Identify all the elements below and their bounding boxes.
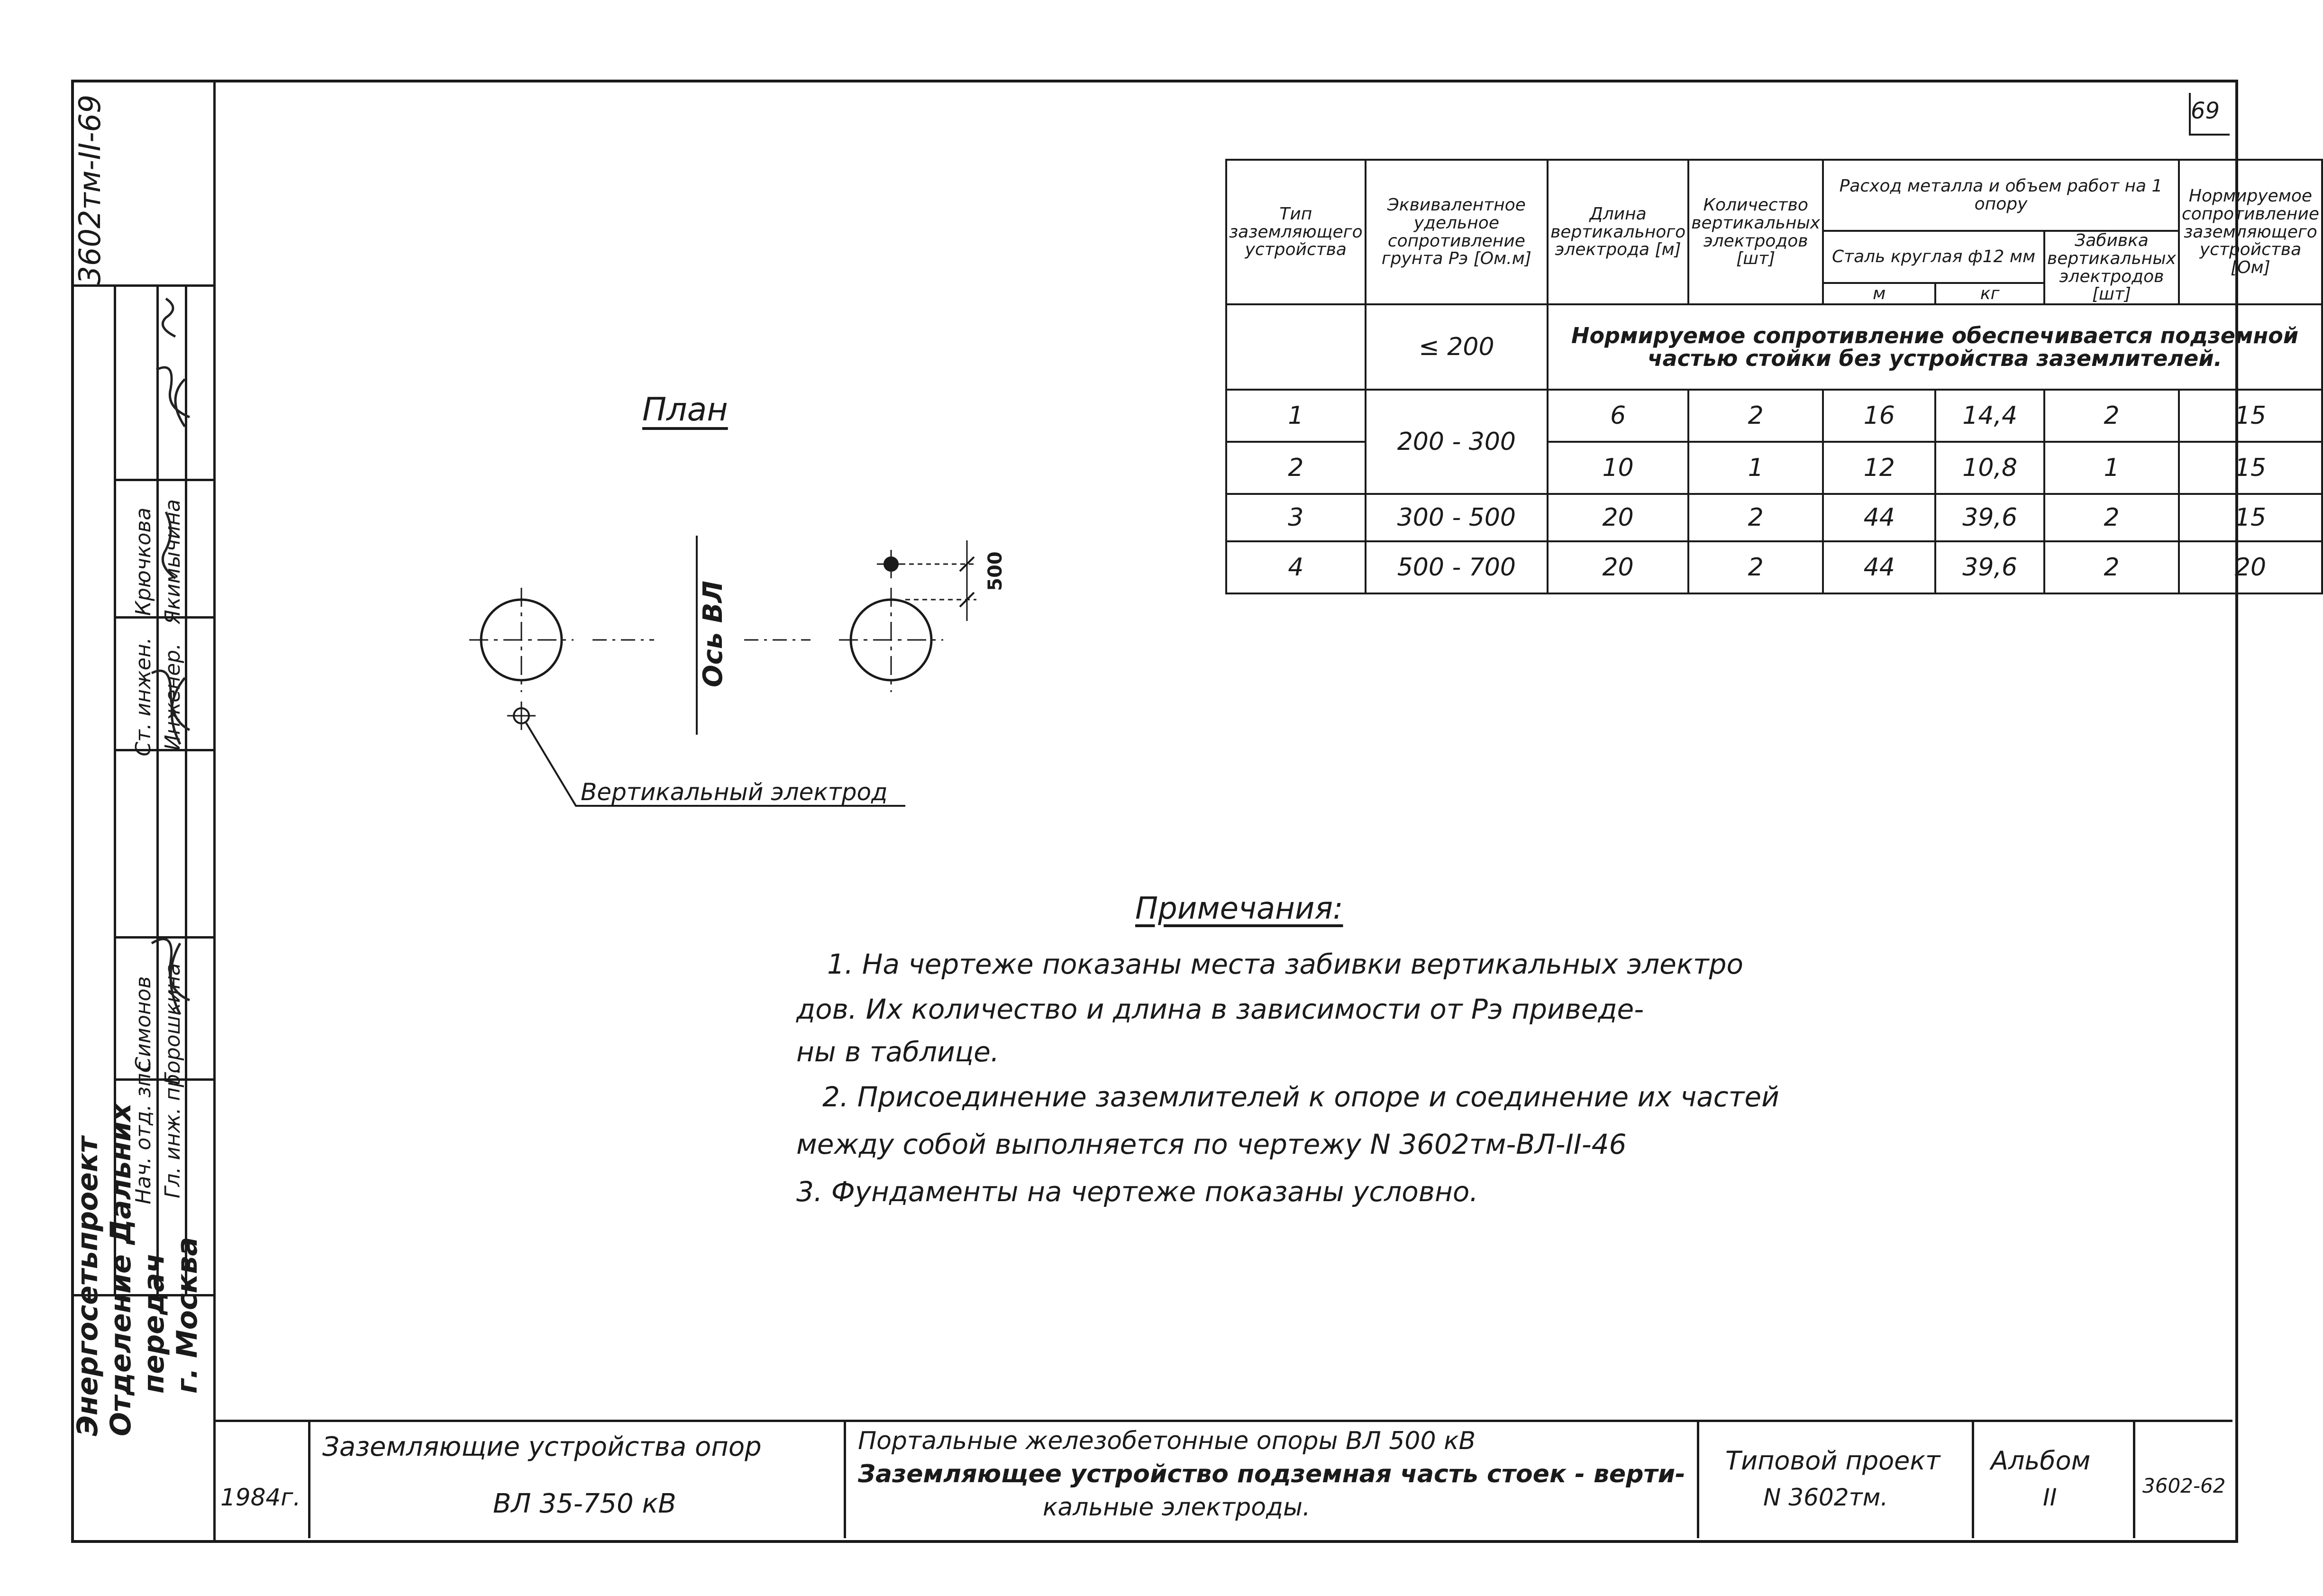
cell-length: 6 [1548,390,1688,442]
electrode-label: Вертикальный электрод [581,778,888,806]
stamp-title-series: Заземляющие устройства опор [322,1432,762,1462]
person-name: Горошкина [161,963,185,1085]
header-count: Количество вертикальных электродов [шт] [1688,160,1823,304]
header-resistivity: Эквивалентное удельное сопротивление грунта Рэ [Ом.м] [1366,160,1548,304]
header-steel-kg: кг [1935,283,2044,304]
note-line: 3. Фундаменты на чертеже показаны условно. [796,1176,1478,1208]
title-block-divider [2133,1420,2135,1538]
signature-marks [114,284,213,1081]
person-name: Якимычина [161,499,185,624]
stamp-project: Типовой проект [1725,1446,1940,1476]
cell-count: 2 [1688,390,1823,442]
cell-steel-m: 16 [1823,390,1935,442]
cell-steel-kg: 10,8 [1935,442,2044,494]
stamp-sheet-code: 3602-62 [2142,1474,2226,1497]
cell-count: 1 [1688,442,1823,494]
specification-table [1225,159,2323,594]
note-line: 2. Присоединение заземлителей к опоре и соединение их частей [822,1081,1779,1113]
role-label: Гл. инж. пр. [161,1067,185,1199]
header-steel: Сталь круглая ф12 мм [1823,231,2044,283]
stamp-title-main: Портальные железобетонные опоры ВЛ 500 кВ [858,1427,1476,1455]
cell-length: 20 [1548,541,1688,593]
stamp-title-main: кальные электроды. [1043,1493,1311,1522]
stamp-title-main: Заземляющее устройство подземная часть стоек - верти- [858,1460,1685,1488]
title-block-divider [308,1420,310,1538]
header-steel-m: м [1823,283,1935,304]
stamp-divider [213,80,216,1540]
cell-type [1226,304,1366,390]
role-label: Инженер. [161,643,185,751]
cell-steel-kg: 14,4 [1935,390,2044,442]
cell-type: 1 [1226,390,1366,442]
title-block-divider [1697,1420,1699,1538]
cell-type: 2 [1226,442,1366,494]
header-driving: Забивка вертикальных электродов [шт] [2044,231,2179,304]
stamp-album: Альбом [1991,1446,2091,1476]
cell-norm: 15 [2179,390,2322,442]
cell-count: 2 [1688,541,1823,593]
sheet-number: 69 [2191,98,2220,124]
role-label: Ст. инжен. [131,637,155,757]
cell-norm: 20 [2179,541,2322,593]
note-line: ны в таблице. [796,1036,1000,1068]
cell-driving: 1 [2044,442,2179,494]
drawing-code: 3602тм-II-69 [73,94,107,285]
cell-driving: 2 [2044,390,2179,442]
header-type: Тип заземляющего устройства [1226,160,1366,304]
cell-steel-kg: 39,6 [1935,494,2044,541]
cell-resistivity: 200 - 300 [1366,390,1548,494]
cell-resistivity: ≤ 200 [1366,304,1548,390]
title-block-top [213,1420,2232,1422]
header-metal-group: Расход металла и объем работ на 1 опору [1823,160,2179,231]
stamp-project-number: N 3602тм. [1763,1484,1888,1511]
dimension-value: 500 [984,551,1006,591]
cell-resistivity: 300 - 500 [1366,494,1548,541]
organization-name: Энергосетьпроект Отделение Дальних передач г. Москва [71,1103,204,1436]
cell-norm: 15 [2179,494,2322,541]
title-block-divider [844,1420,846,1538]
cell-steel-m: 44 [1823,494,1935,541]
stamp-year: 1984г. [220,1484,301,1511]
note-line: дов. Их количество и длина в зависимости от Рэ приведе- [796,993,1644,1025]
cell-type: 4 [1226,541,1366,593]
person-name: Крючкова [131,507,155,616]
cell-length: 10 [1548,442,1688,494]
cell-type: 3 [1226,494,1366,541]
role-label: Нач. отд. зпс [131,1061,155,1204]
person-name: Симонов [131,976,155,1072]
stamp-title-voltage: ВЛ 35-750 кВ [493,1488,676,1519]
axis-label: Ось ВЛ [698,581,729,687]
cell-steel-kg: 39,6 [1935,541,2044,593]
cell-driving: 2 [2044,494,2179,541]
header-norm: Нормируемое сопротивление заземляющего устройства [Ом] [2179,160,2322,304]
plan-title: План [642,391,728,429]
note-line: 1. На чертеже показаны места забивки вертикальных электро [827,948,1743,980]
notes-title: Примечания: [1135,891,1343,926]
cell-resistivity: 500 - 700 [1366,541,1548,593]
cell-driving: 2 [2044,541,2179,593]
title-block-divider [1972,1420,1974,1538]
header-length: Длина вертикального электрода [м] [1548,160,1688,304]
cell-length: 20 [1548,494,1688,541]
cell-count: 2 [1688,494,1823,541]
note-line: между собой выполняется по чертежу N 3602тм-ВЛ-II-46 [796,1128,1627,1160]
cell-note: Нормируемое сопротивление обеспечивается подземной частью стойки без устройства заземлителей. [1548,304,2322,390]
stamp-album-number: II [2043,1484,2057,1511]
cell-steel-m: 12 [1823,442,1935,494]
cell-norm: 15 [2179,442,2322,494]
cell-steel-m: 44 [1823,541,1935,593]
